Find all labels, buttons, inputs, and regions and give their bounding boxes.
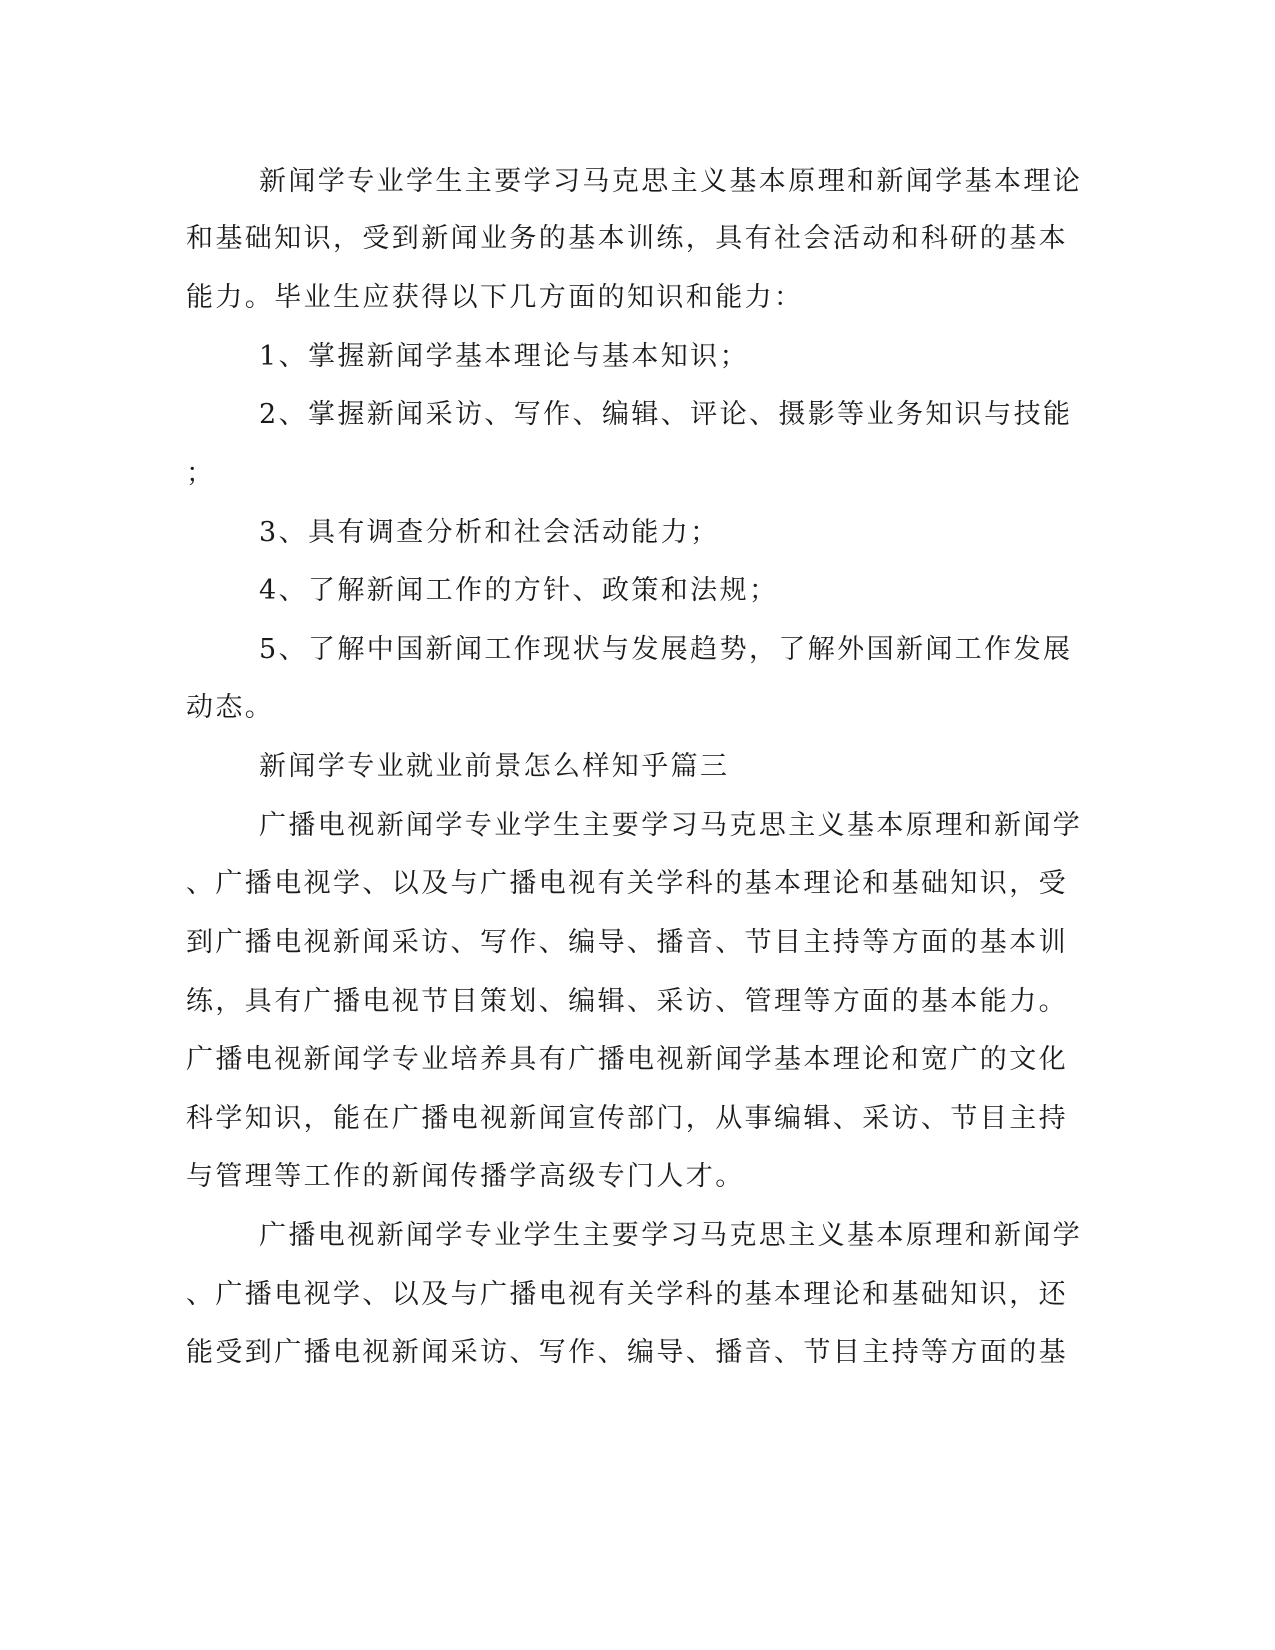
list-item: 3、具有调查分析和社会活动能力； [259, 517, 720, 548]
paragraph-line: 练，具有广播电视节目策划、编辑、采访、管理等方面的基本能力。 [186, 986, 1068, 1017]
paragraph-line: 与管理等工作的新闻传播学高级专门人才。 [186, 1161, 745, 1192]
paragraph-line: 能力。毕业生应获得以下几方面的知识和能力： [186, 282, 804, 313]
paragraph-line: 广播电视新闻学专业学生主要学习马克思主义基本原理和新闻学 [259, 1220, 1083, 1251]
paragraph-line: 广播电视新闻学专业学生主要学习马克思主义基本原理和新闻学 [259, 810, 1083, 841]
paragraph-line: 广播电视新闻学专业培养具有广播电视新闻学基本理论和宽广的文化 [186, 1044, 1068, 1075]
paragraph-line: 和基础知识，受到新闻业务的基本训练，具有社会活动和科研的基本 [186, 223, 1068, 254]
paragraph-line: 、广播电视学、以及与广播电视有关学科的基本理论和基础知识，受 [186, 868, 1068, 899]
section-heading: 新闻学专业就业前景怎么样知乎篇三 [259, 751, 730, 782]
paragraph-line: 到广播电视新闻采访、写作、编导、播音、节目主持等方面的基本训 [186, 927, 1068, 958]
paragraph-line: 能受到广播电视新闻采访、写作、编导、播音、节目主持等方面的基 [186, 1337, 1068, 1368]
paragraph-line: 科学知识，能在广播电视新闻宣传部门，从事编辑、采访、节目主持 [186, 1103, 1068, 1134]
paragraph-line: 、广播电视学、以及与广播电视有关学科的基本理论和基础知识，还 [186, 1279, 1068, 1310]
list-item: 1、掌握新闻学基本理论与基本知识； [259, 341, 749, 372]
paragraph-line: ； [186, 458, 216, 489]
paragraph-line: 新闻学专业学生主要学习马克思主义基本原理和新闻学基本理论 [259, 166, 1083, 197]
list-item: 2、掌握新闻采访、写作、编辑、评论、摄影等业务知识与技能 [259, 399, 1073, 430]
paragraph-line: 动态。 [186, 692, 275, 723]
list-item: 5、了解中国新闻工作现状与发展趋势，了解外国新闻工作发展 [259, 634, 1073, 665]
list-item: 4、了解新闻工作的方针、政策和法规； [259, 575, 779, 606]
